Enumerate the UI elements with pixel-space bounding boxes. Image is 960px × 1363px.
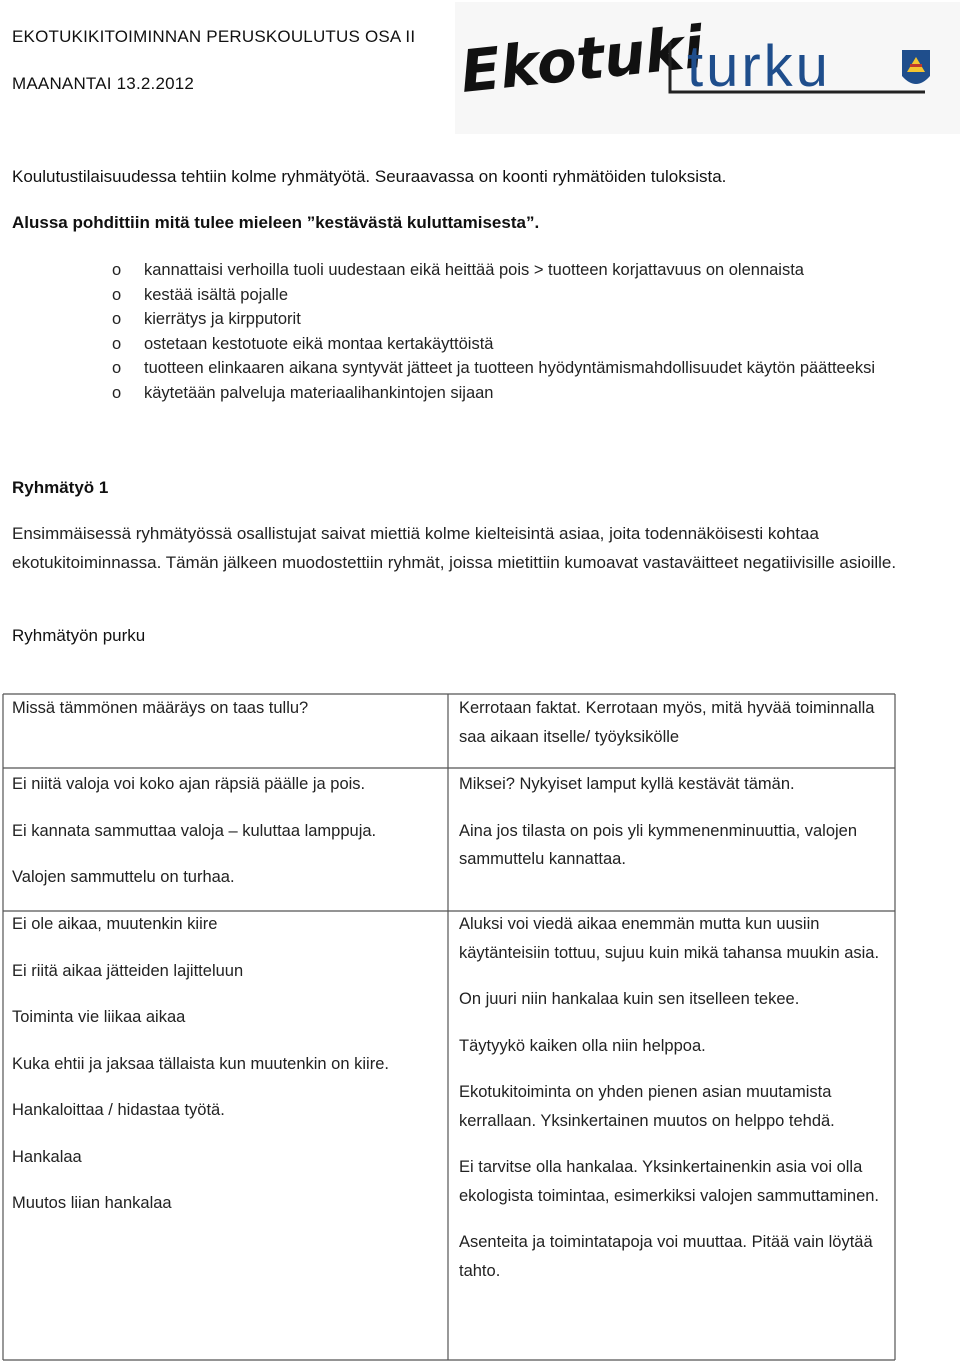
bullet-icon: o <box>112 334 122 353</box>
counterargument-text: Täytyykö kaiken olla niin helppoa. <box>459 1036 706 1055</box>
objection-text: Ei ole aikaa, muutenkin kiire <box>12 915 218 933</box>
objection-text: Hankaloittaa / hidastaa työtä. <box>12 1101 225 1119</box>
course-date: MAANANTAI 13.2.2012 <box>12 74 195 93</box>
counterargument-text: Kerrotaan faktat. Kerrotaan myös, mitä hyvää toiminnalla saa aikaan itselle/ työyksikölle <box>459 699 875 746</box>
group-work-subtitle: Ryhmätyön purku <box>12 626 146 645</box>
objection-text: Ei riitä aikaa jätteiden lajitteluun <box>12 961 244 980</box>
group-work-description: Ensimmäisessä ryhmätyössä osallistujat saivat miettiä kolme kielteisintä asiaa, joita todennäköisesti kohtaa ekotukitoiminnassa. Tämän jälkeen muodostettiin ryhmät, joissa mietittiin kumoavat vastaväitteet negatiivisille asioille. <box>12 524 897 572</box>
objection-text: Toiminta vie liikaa aikaa <box>12 1008 186 1026</box>
counterargument-text: On juuri niin hankalaa kuin sen itselleen tekee. <box>459 990 800 1008</box>
objection-text: Hankalaa <box>12 1147 82 1166</box>
list-item: o kannattaisi verhoilla tuoli uudestaan eikä heittää pois > tuotteen korjattavuus on olennaista <box>0 258 940 283</box>
counterargument-text: Miksei? Nykyiset lamput kyllä kestävät tämän. <box>459 775 795 793</box>
bullet-icon: o <box>112 261 122 279</box>
objection-text: Ei kannata sammuttaa valoja – kuluttaa lamppuja. <box>12 821 377 840</box>
bullet-icon: o <box>112 383 122 402</box>
list-item: o kestää isältä pojalle <box>0 283 940 308</box>
table-cell-objection <box>12 694 442 741</box>
table-cell-objection <box>12 770 444 910</box>
objection-text: Ei niitä valoja voi koko ajan räpsiä päälle ja pois. <box>12 775 366 793</box>
turku-logo <box>670 34 930 99</box>
logos <box>455 2 960 134</box>
list-item: o ostetaan kestotuote eikä montaa kertakäyttöistä <box>0 332 940 357</box>
bullet-icon: o <box>112 359 122 377</box>
course-title: EKOTUKIKITOIMINNAN PERUSKOULUTUS OSA II <box>12 27 416 46</box>
heading-sustainable-consumption: Alussa pohdittiin mitä tulee mieleen ”kestävästä kuluttamisesta”. <box>12 213 540 232</box>
objection-text: Valojen sammuttelu on turhaa. <box>12 868 235 886</box>
counterargument-text: Ei tarvitse olla hankalaa. Yksinkertainenkin asia voi olla ekologista toimintaa, esimerkiksi valojen sammuttaminen. <box>459 1158 880 1205</box>
objection-text: Missä tämmönen määräys on taas tullu? <box>12 699 309 717</box>
logo-area <box>455 2 960 134</box>
list-item: o kierrätys ja kirpputorit <box>0 307 940 332</box>
list-item: o käytetään palveluja materiaalihankintojen sijaan <box>0 381 940 406</box>
bullet-icon: o <box>112 285 122 304</box>
table-cell-counterargument <box>459 770 884 892</box>
turku-coat-of-arms-icon <box>902 50 930 84</box>
objection-text: Muutos liian hankalaa <box>12 1194 172 1212</box>
group-work-title: Ryhmätyö 1 <box>12 478 109 497</box>
turku-logo-text: turku <box>687 34 831 99</box>
counterargument-text: Asenteita ja toimintatapoja voi muuttaa. Pitää vain löytää tahto. <box>459 1233 873 1280</box>
table-cell-counterargument <box>459 910 884 1303</box>
counterargument-text: Aina jos tilasta on pois yli kymmenenminuuttia, valojen sammuttelu kannattaa. <box>459 821 858 868</box>
counterargument-text: Aluksi voi viedä aikaa enemmän mutta kun uusiin käytänteisiin tottuu, sujuu kuin mikä tahansa muukin asia. <box>459 915 880 962</box>
counterargument-text: Ekotukitoiminta on yhden pienen asian muutamista kerrallaan. Yksinkertainen muutos on helppo tehdä. <box>459 1083 835 1130</box>
bullet-icon: o <box>112 310 122 328</box>
table-cell-objection <box>12 910 444 1236</box>
sustainability-list <box>0 258 940 405</box>
objection-text: Kuka ehtii ja jaksaa tällaista kun muutenkin on kiire. <box>12 1054 389 1073</box>
intro-text: Koulutustilaisuudessa tehtiin kolme ryhmätyötä. Seuraavassa on koonti ryhmätöiden tuloksista. <box>12 167 727 186</box>
list-item: o tuotteen elinkaaren aikana syntyvät jätteet ja tuotteen hyödyntämismahdollisuudet käytön päätteeksi <box>0 356 940 381</box>
table-cell-counterargument <box>459 694 884 769</box>
ekotuki-logo-text: Ekotuki <box>457 12 707 106</box>
